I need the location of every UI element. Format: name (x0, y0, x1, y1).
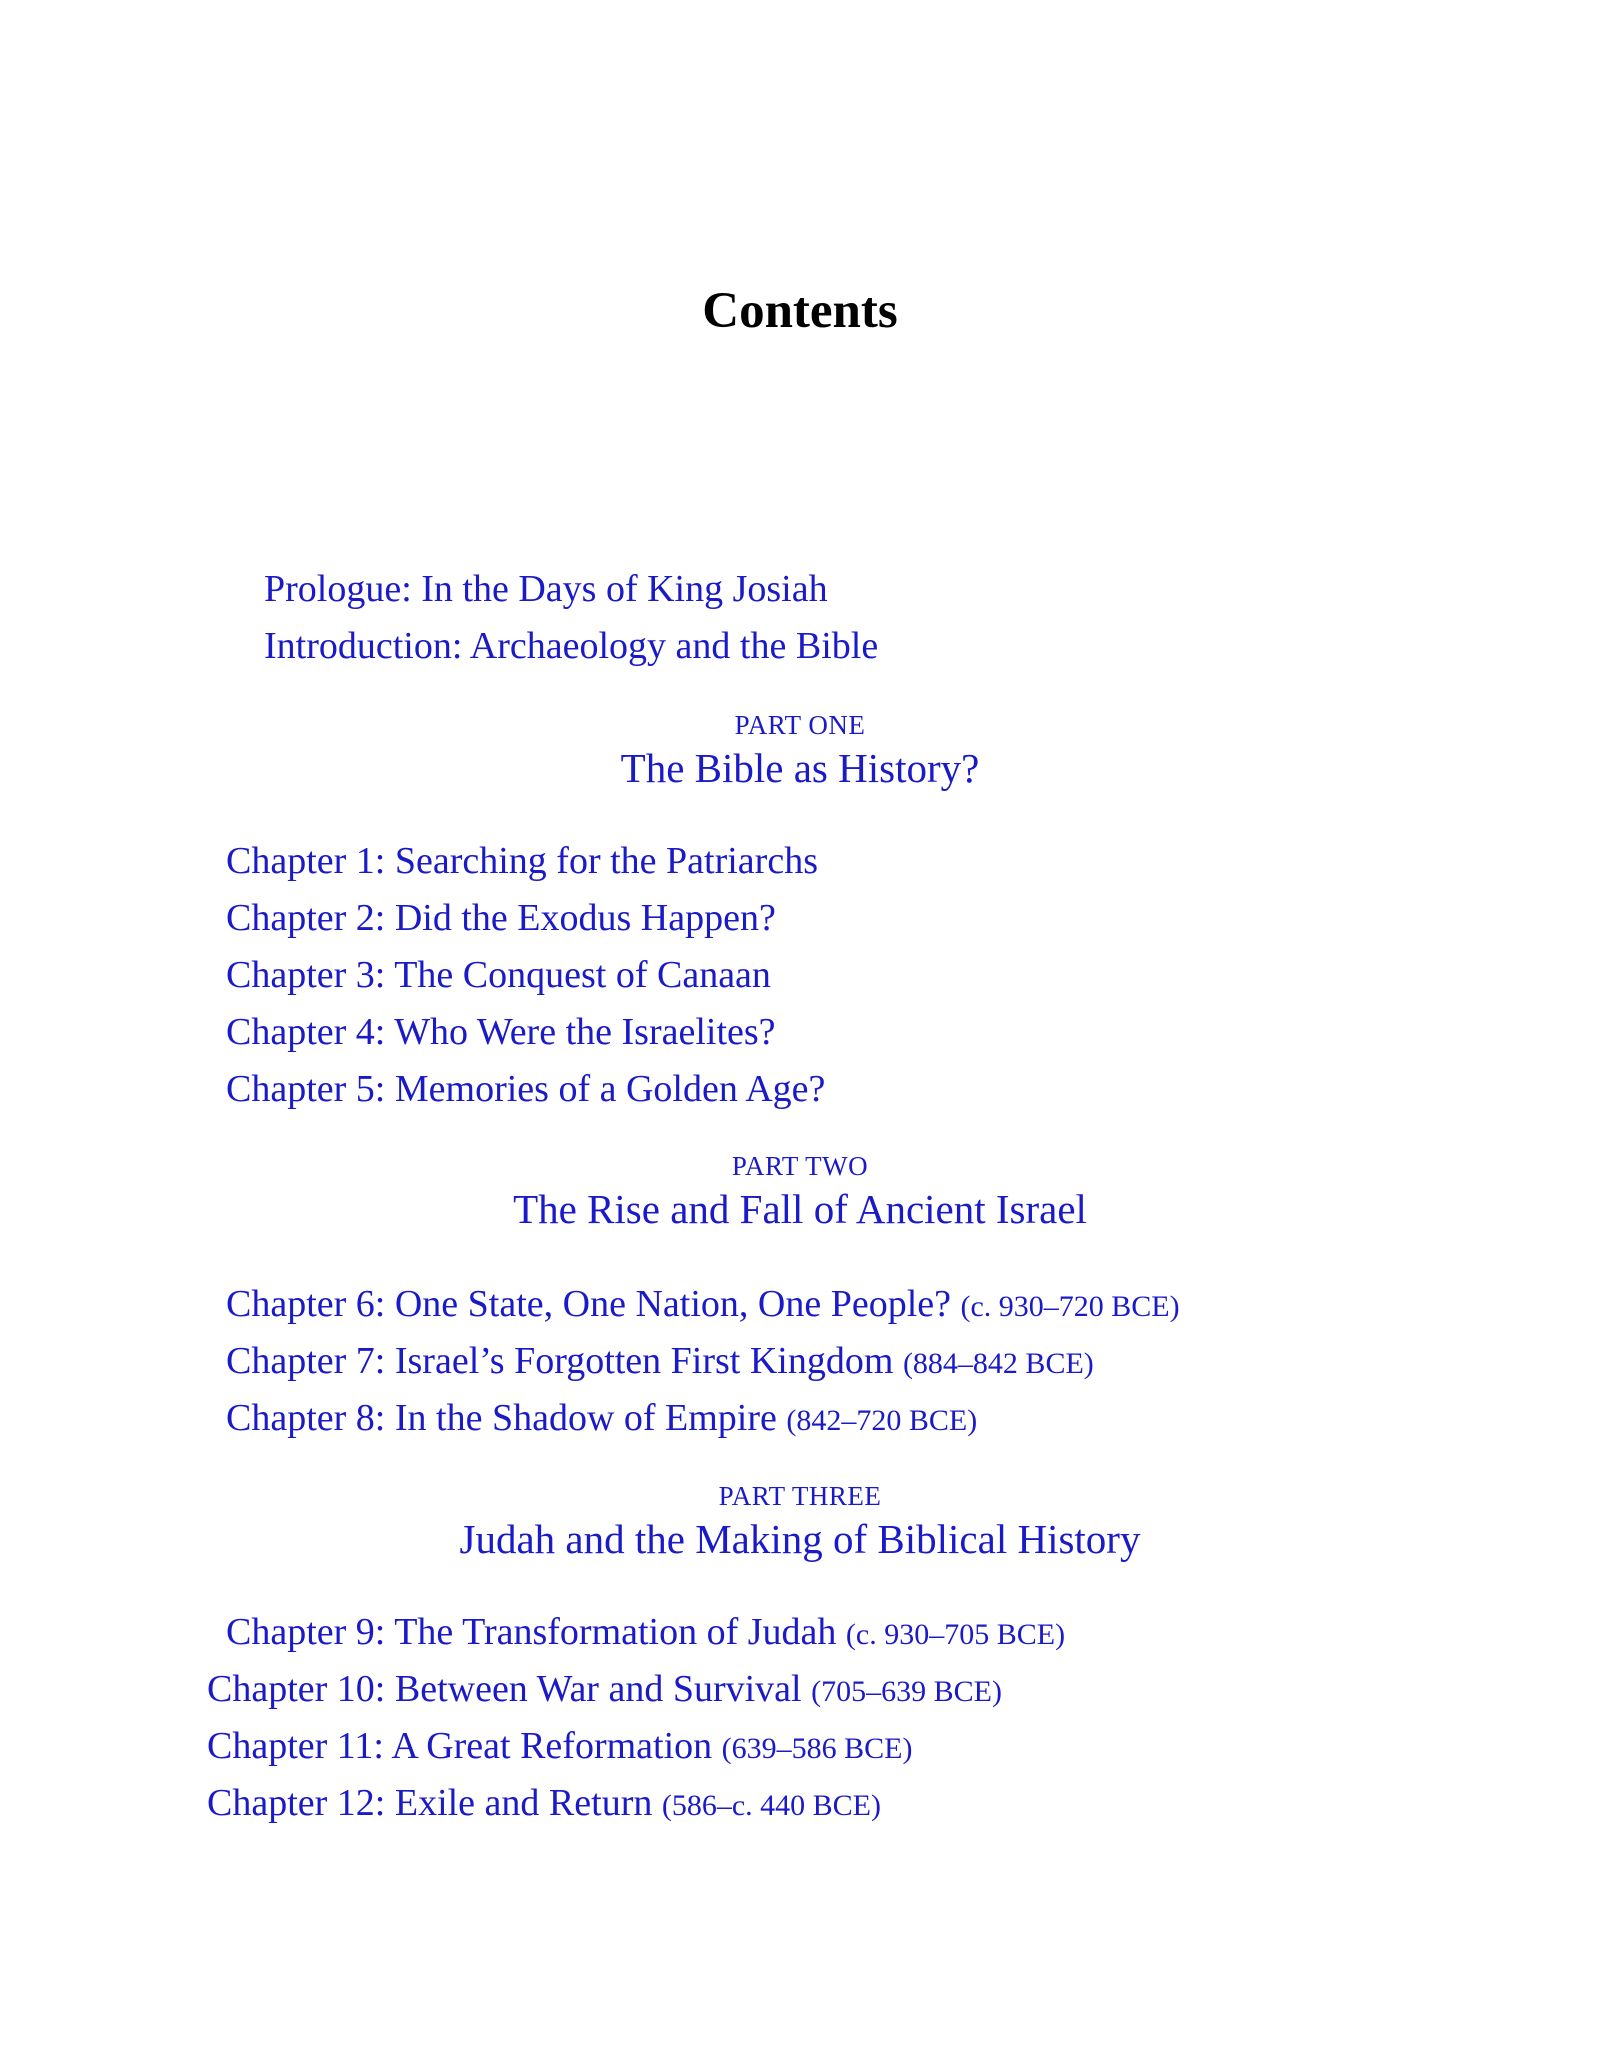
chapter-dates: (842–720 BCE) (786, 1404, 978, 1437)
chapter-label: Chapter 10: (207, 1668, 386, 1710)
part-two-kicker: PART TWO (731, 1151, 869, 1181)
chapter-dates: (705–639 BCE) (811, 1675, 1002, 1708)
toc-link-prologue[interactable]: Prologue: In the Days of King Josiah (264, 568, 828, 610)
part-one-kicker: PART ONE (734, 710, 866, 740)
chapter-label: Chapter 3: (226, 954, 386, 996)
chapter-title: Who Were the Israelites? (394, 1011, 776, 1053)
chapter-label: Chapter 5: (226, 1068, 386, 1110)
toc-link-chapter-2[interactable] (226, 899, 776, 937)
toc-link-chapter-11[interactable] (207, 1727, 912, 1765)
chapter-title: Searching for the Patriarchs (394, 840, 818, 882)
toc-link-chapter-8[interactable] (226, 1399, 977, 1437)
chapter-label: Chapter 11: (207, 1725, 384, 1767)
chapter-title: Did the Exodus Happen? (394, 897, 776, 939)
chapter-title: One State, One Nation, One People? (394, 1283, 951, 1325)
chapter-title: Exile and Return (394, 1782, 653, 1824)
chapter-title: Israel’s Forgotten First Kingdom (394, 1340, 894, 1382)
chapter-dates: (c. 930–720 BCE) (960, 1290, 1180, 1323)
part-three-title[interactable]: Judah and the Making of Biblical History (459, 1516, 1141, 1562)
toc-link-chapter-9[interactable] (226, 1613, 1065, 1651)
chapter-label: Chapter 7: (226, 1340, 386, 1382)
chapter-title: The Conquest of Canaan (394, 954, 771, 996)
chapter-label: Chapter 12: (207, 1782, 386, 1824)
chapter-label: Chapter 1: (226, 840, 386, 882)
chapter-title: A Great Reformation (391, 1725, 713, 1767)
chapter-label: Chapter 2: (226, 897, 386, 939)
chapter-dates: (586–c. 440 BCE) (661, 1789, 881, 1822)
chapter-label: Chapter 8: (226, 1397, 386, 1439)
toc-link-chapter-12[interactable] (207, 1784, 881, 1822)
chapter-dates: (639–586 BCE) (721, 1732, 913, 1765)
chapter-title: Between War and Survival (394, 1668, 802, 1710)
chapter-label: Chapter 4: (226, 1011, 386, 1053)
part-one-title[interactable]: The Bible as History? (620, 745, 980, 791)
chapter-dates: (884–842 BCE) (902, 1347, 1094, 1380)
chapter-dates: (c. 930–705 BCE) (845, 1618, 1066, 1651)
toc-link-chapter-1[interactable] (226, 842, 818, 880)
chapter-title: In the Shadow of Empire (394, 1397, 777, 1439)
toc-link-chapter-4[interactable] (226, 1013, 776, 1051)
page-title: Contents (702, 283, 898, 339)
toc-link-chapter-5[interactable] (226, 1070, 825, 1108)
toc-link-chapter-3[interactable] (226, 956, 771, 994)
chapter-label: Chapter 9: (226, 1611, 386, 1653)
chapter-title: Memories of a Golden Age? (394, 1068, 826, 1110)
chapter-title: The Transformation of Judah (394, 1611, 837, 1653)
chapter-label: Chapter 6: (226, 1283, 386, 1325)
toc-link-chapter-6[interactable] (226, 1285, 1180, 1323)
toc-link-chapter-10[interactable] (207, 1670, 1002, 1708)
toc-link-chapter-7[interactable] (226, 1342, 1094, 1380)
part-three-kicker: PART THREE (718, 1481, 882, 1511)
part-two-title[interactable]: The Rise and Fall of Ancient Israel (513, 1186, 1087, 1232)
toc-link-introduction[interactable]: Introduction: Archaeology and the Bible (264, 625, 879, 667)
